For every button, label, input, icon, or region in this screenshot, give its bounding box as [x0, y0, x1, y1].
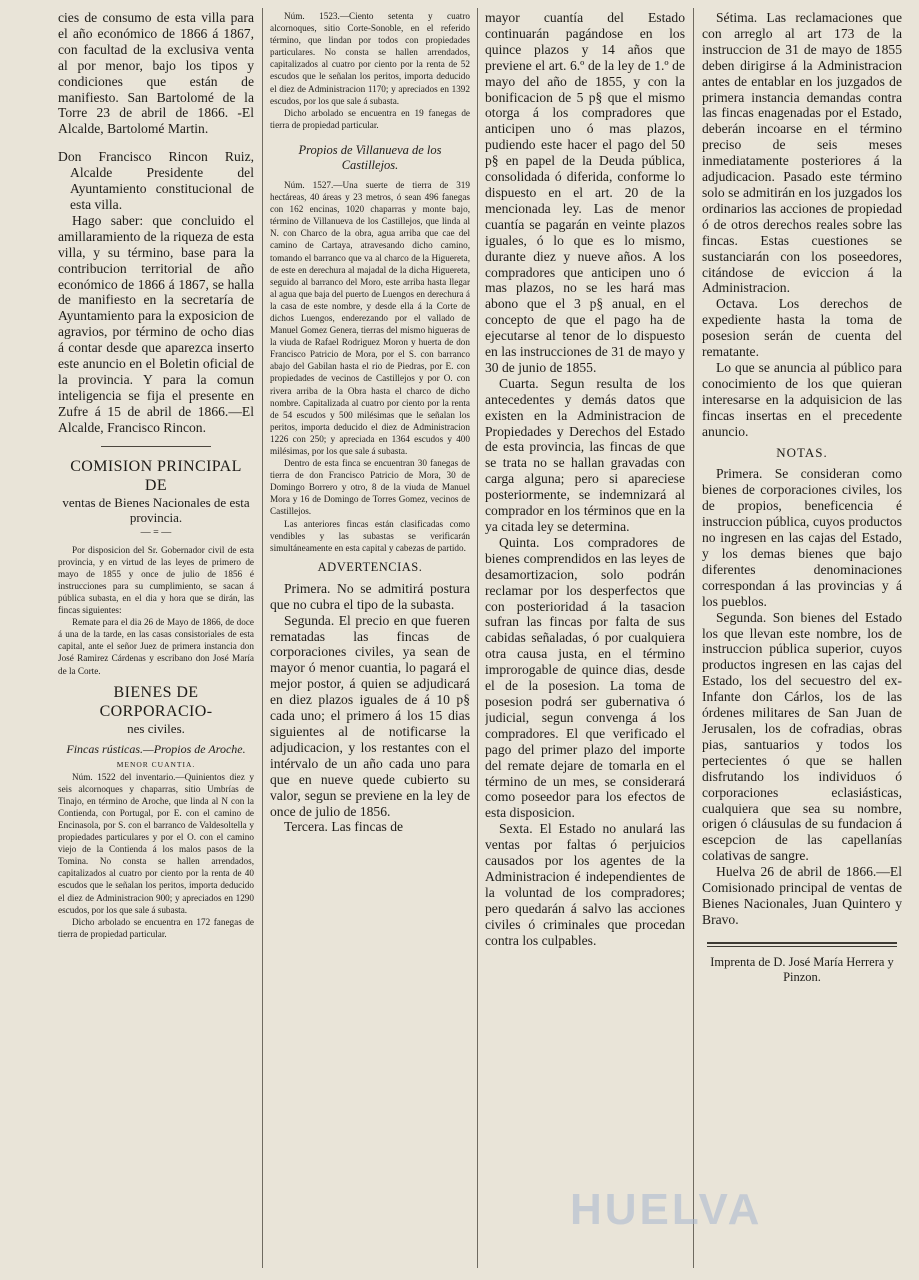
intro-paragraph: cies de consumo de esta villa para el año económico de 1866 á 1867, con facultad de la exclusiva venta al por menor, bajo los tipos y condiciones que están de manifiesto. San Bartolomé de la Torre 23 de abril de 1866. -El Alcalde, Bartolomé Martin.	[58, 10, 254, 137]
advertencia-quinta: Quinta. Los compradores de bienes comprendidos en las leyes de desamortizacion, solo podrán reclamar por los desperfectos que con posterioridad á la tasacion sufran las fincas por falta de sus cabidas señaladas, ó por cualquiera otra causa justa, en el término improrogable de quince dias, desde el de la posesion. La toma de posesion podrá ser gubernativa ó judicial, segun convenga á los compradores. El que verificado el pago del primer plazo del importe del remate dejare de tomarla en el término de un mes, se considerará como poseedor para los efectos de esta disposicion.	[485, 534, 685, 821]
imprenta-divider	[707, 942, 897, 947]
column-3	[485, 10, 685, 1270]
menor-cuantia-label: MENOR CUANTIA.	[116, 759, 196, 769]
rincon-heading: Don Francisco Rincon Ruiz, Alcalde Presidente del Ayuntamiento constitucional de esta villa.	[58, 149, 254, 212]
advertencia-primera: Primera. No se admitirá postura que no cubra el tipo de la subasta.	[270, 580, 470, 612]
arbolado-note-2: Dicho arbolado se encuentra en 19 fanegas de tierra de propiedad particular.	[270, 107, 470, 130]
watermark: HUELVA	[570, 1185, 763, 1234]
divider	[101, 446, 211, 447]
comision-subtitle: ventas de Bienes Nacionales de esta provincia.	[62, 494, 250, 525]
column-rule	[693, 8, 694, 1268]
column-2	[270, 10, 470, 1270]
villanueva-heading: Propios de Villanueva de los Castillejos.	[298, 142, 442, 172]
rincon-body: Hago saber: que concluido el amillaramiento de la riqueza de esta villa, y su término, base para la contribucion territorial de año económico de 1866 á 1867, se halla de manifiesto en la secretaría de Ayuntamiento para la exposicion de agravios, por término de ocho dias á contar desde que aparezca inserto este anuncio en el Boletin oficial de la provincia. Y para la comun inteligencia se fija el presente en Zufre á 15 de abril de 1866.—El Alcalde, Francisco Rincon.	[58, 212, 254, 435]
fincas-line: Fincas rústicas.—Propios de Aroche.	[66, 741, 246, 756]
nota-primera: Primera. Se consideran como bienes de corporaciones civiles, los de propios, beneficencia é instruccion pública, cuyos productos no ingresen en las cajas del Estado, y los demas bienes que bajo diferentes denominaciones correspondan á las provincias y á los pueblos.	[702, 466, 902, 609]
column-rule	[262, 8, 263, 1268]
finca-1523: Núm. 1523.—Ciento setenta y cuatro alcornoques, sitio Corte-Sonoble, en el referido término, que lindan por todos con propiedades particulares. No consta se hallen arrendados, capitalizados al cuatro por ciento por la renta de 52 escudos que le señalan los peritos, importa deducido el diez de Administracion 1170; y apreciados en 1392 escudos, por los que sale á subasta.	[270, 11, 470, 106]
advertencia-cuarta: Cuarta. Segun resulta de los antecedentes y demás datos que existen en la Administracion de Propiedades y Derechos del Estado de esta provincia, las fincas de que se trata no se hallan gravadas con carga alguna; pero si apareciese posteriormente, se indemnizará al comprador en los términos que en la ya citada ley se determina.	[485, 375, 685, 534]
anuncio-paragraph: Lo que se anuncia al público para conocimiento de los que quieran interesarse en la adquisicion de las fincas insertas en el precedente anuncio.	[702, 359, 902, 439]
column-rule	[477, 8, 478, 1268]
advertencia-octava: Octava. Los derechos de expediente hasta la toma de posesion serán de cuenta del rematante.	[702, 296, 902, 360]
advertencia-tercera-start: Tercera. Las fincas de	[284, 819, 404, 835]
separator: — = —	[140, 526, 172, 538]
finca-1527: Núm. 1527.—Una suerte de tierra de 319 hectáreas, 40 áreas y 23 metros, ó sean 496 fanegas con 162 encinas, 1020 chaparras y monte bajo, término de Villanueva de los Castillejos, que linda al N. con Charco de la obra, agua arriba que cae del camino de Cartaya, atravesando dicho camino, tomando el barranco que va al charco de la Higuereta, de este en derechura al majadal de la dicha Higuereta, seguido al barranco del Moro, este arriba hasta llegar al agua que baja del puerto de Luengos en derechura á la casa de este nombre, y desde ella á la Corte de dichos Luengos, enderezando por el vallado de Manuel Gomez Genera, tierras del mismo higueras de la viuda de Rafael Rodriguez Moron y huerta de don Francisco Patricio de Mora, por el S. con barranco abajo del Gabilan hasta el rio de Piedras, por E. con propiedades de vecinos de Castillejos y por O. con rivera arriba de la Obra hasta el charco de dicho nombre. Capitalizada al cuatro por ciento por la renta de 54 escudos y 500 milésimas que le señalan los peritos, importa deducido el diez de Administracion 1226 con 250; y apreciada en 1364 escudos y 400 milésimas, por los que sale á subasta.	[270, 179, 470, 456]
advertencia-setima: Sétima. Las reclamaciones que con arreglo al art 173 de la instruccion de 31 de mayo de 1855 deben dirigirse á la Administracion antes de entablar en los juzgados de primera instancia demandas contra las fincas enagenadas por el Estado, deberán incoarse en el término preciso de seis meses inmediatamente posteriores á la adjudicacion. Pasado este término solo se admitirán en los juzgados los ordinarios las acciones de propiedad ó de otros derechos reales sobre las fincas. Estas cuestiones se sustanciarán con los poseedores, citándose de eviccion á la Administracion.	[702, 10, 902, 296]
dentro-paragraph: Dentro de esta finca se encuentran 30 fanegas de tierra de don Francisco Patricio de Mora, 30 de Domingo Borrero y otro, 8 de la viuda de Manuel Mora y 16 de Domingo de Torres Gomez, vecinos de Castillejos.	[270, 458, 470, 517]
column-1	[58, 10, 254, 1270]
anteriores-paragraph: Las anteriores fincas están clasificadas como vendibles y las subastas se verificarán simultáneamente en esta capital y cabezas de partido.	[270, 518, 470, 553]
column-4	[702, 10, 902, 1270]
disposicion-paragraph: Por disposicion del Sr. Gobernador civil de esta provincia, y en virtud de las leyes de primero de mayo de 1855 y once de julio de 1856 é instrucciones para su cumplimiento, se sacan á pública subasta, en el dia y hora que se dirán, las fincas siguientes:	[58, 544, 254, 616]
advertencias-title: ADVERTENCIAS.	[317, 559, 423, 574]
nota-segunda: Segunda. Son bienes del Estado los que llevan este nombre, los de instruccion pública superior, cuyos productos ingresen en las cajas del Estado, los del secuestro del ex-Infante don Cárlos, los de las órdenes militares de San Juan de Jerusalen, los de cofradias, obras pias, santuarios y todos los pertecientes ó que se hallen disfrutando los individuos ó corporaciones eclasiásticas, cualquiera que sea su nombre, origen ó cláusulas de su fundacion á escepcion de las capellanías colativas de sangre.	[702, 609, 902, 864]
notas-title: NOTAS.	[776, 445, 828, 461]
firma-paragraph: Huelva 26 de abril de 1866.—El Comisionado principal de ventas de Bienes Nacionales, Juan Quintero y Bravo.	[702, 864, 902, 927]
advertencia-segunda: Segunda. El precio en que fueren rematadas las fincas de corporaciones civiles, ya sean de mayor ó menor cuantia, lo pagará el mejor postor, á quien se adjudicará en diez plazos iguales de á 10 p§ cada uno; el primero á los 15 dias siguientes al de notificarse la adjudicacion, y los restantes con el intérvalo de un año cada uno para que en nueve quede cubierto su valor, segun se previene en la ley de once de julio de 1856.	[270, 612, 470, 819]
imprenta-line: Imprenta de D. José María Herrera y Pinzon.	[710, 954, 894, 984]
bienes-title: BIENES DE CORPORACIO-	[99, 683, 213, 720]
finca-1522: Núm. 1522 del inventario.—Quinientos diez y seis alcornoques y chaparras, sitio Umbrías de Tinajo, en término de Aroche, que linda al N con la Contienda, con Portugal, por E. con el camino de Encinasola, por S. con el barranco de Valdesoltella y propiedades particulares y por el O. con el camino viejo de la Contienda á los malos pasos de la Tomina. No consta se hallen arrendados, capitalizados al cuatro por ciento por la renta de 40 escudos que le señalan los peritos, importa deducido el diez de Administracion 900; y apreciados en 1290 escudos, por los que sale á subasta.	[58, 771, 254, 915]
bienes-subtitle: nes civiles.	[127, 720, 185, 736]
comision-title: COMISION PRINCIPAL DE	[70, 457, 242, 494]
advertencia-tercera-cont: mayor cuantía del Estado continuarán pagándose en los quince plazos y 14 años que previene el art. 6.º de la ley de 1.º de mayo del año de 1855, y con la bonificacion de 5 p§ que el mismo otorga á los compradores que anticipen uno ó mas plazos, pudiendo este hacer el pago del 50 p§ en papel de la Deuda pública, consolidada ó diferida, conforme lo dispuesto en el art. 20 de la mencionada ley. Las de menor cuantía se pagarán en veinte plazos iguales, ó lo que es lo mismo, durante diez y nueve años. A los compradores que anticipen uno ó mas plazos, no se les hará mas abono que el 3 p§ anual, en el concepto de que el pago ha de ejecutarse al tenor de lo dispuesto en las instrucciones de 31 de mayo y 30 de junio de 1855.	[485, 10, 685, 375]
remate-paragraph: Remate para el dia 26 de Mayo de 1866, de doce á una de la tarde, en las casas consistoriales de esta capital, ante el señor Juez de primera instancia don José Ramirez Cárdenas y escribano don José María de la Corte.	[58, 617, 254, 676]
advertencia-sexta: Sexta. El Estado no anulará las ventas por faltas ó perjuicios causados por los agentes de la Administracion é independientes de la voluntad de los compradores; pero quedarán á salvo las acciones civiles ó criminales que procedan contra los culpables.	[485, 821, 685, 948]
arbolado-note-1: Dicho arbolado se encuentra en 172 fanegas de tierra de propiedad particular.	[58, 916, 254, 939]
